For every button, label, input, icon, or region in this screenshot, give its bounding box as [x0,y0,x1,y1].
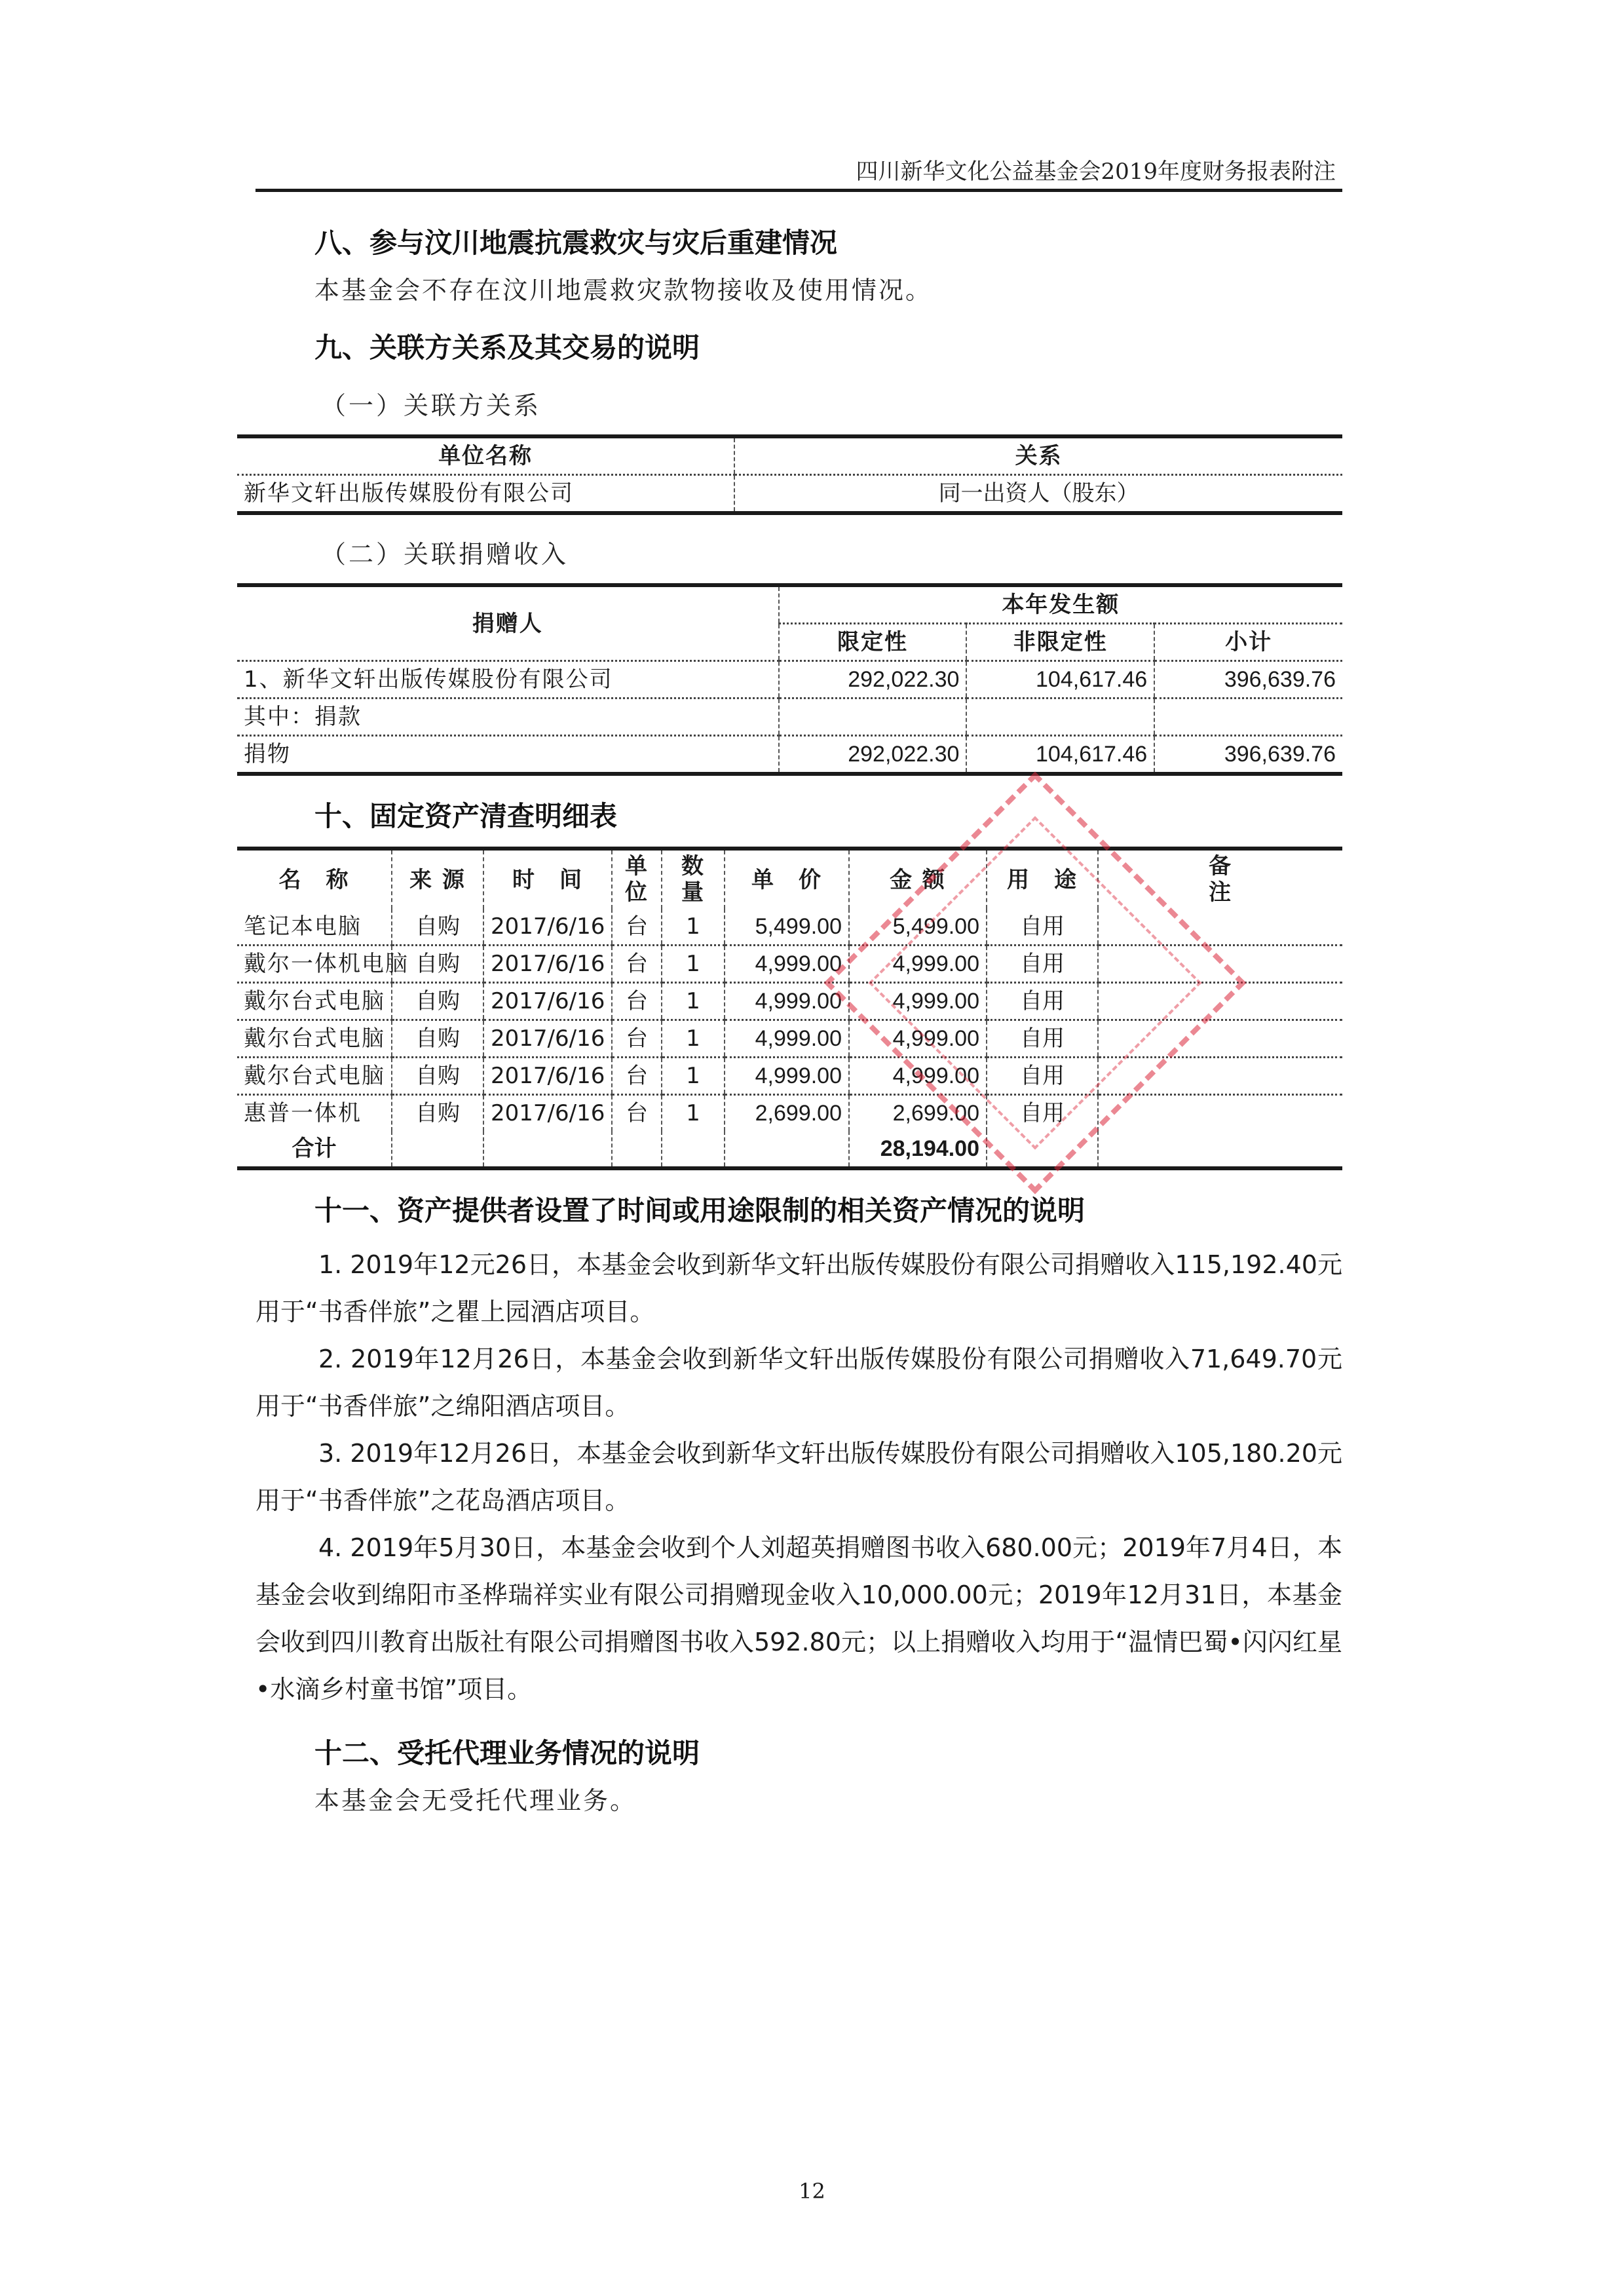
asset-name-cell: 戴尔台式电脑 [237,983,392,1020]
empty-cell [725,1131,849,1168]
asset-name-cell: 惠普一体机 [237,1095,392,1132]
unit-price-cell: 4,999.00 [725,1020,849,1058]
amount-cell: 4,999.00 [849,1058,987,1095]
remarks-cell [1098,1020,1342,1058]
quantity-cell: 1 [662,1020,725,1058]
table-row [237,983,1342,1020]
spacer [237,571,1342,583]
subtotal-cell: 396,639.76 [1154,661,1342,698]
unit-cell: 台 [612,1020,662,1058]
column-header-source: 来 源 [392,849,483,909]
usage-cell: 自用 [987,1058,1098,1095]
unit-price-cell: 4,999.00 [725,946,849,983]
column-header-usage: 用 途 [987,849,1098,909]
column-header-relationship: 关系 [734,436,1342,475]
quantity-cell: 1 [662,946,725,983]
column-header-unit-price: 单 价 [725,849,849,909]
table-row [237,698,1342,736]
date-cell: 2017/6/16 [483,1020,612,1058]
restriction-paragraph-2: 2. 2019年12月26日，本基金会收到新华文轩出版传媒股份有限公司捐赠收入71,649.70元用于“书香伴旅”之绵阳酒店项目。 [255,1345,1342,1421]
unit-price-cell: 4,999.00 [725,983,849,1020]
amount-cell: 4,999.00 [849,1020,987,1058]
total-row [237,1131,1342,1168]
spacer [237,835,1342,847]
section-11-heading: 十一、资产提供者设置了时间或用途限制的相关资产情况的说明 [314,1195,1086,1227]
total-label: 合计 [237,1131,392,1168]
date-cell: 2017/6/16 [483,983,612,1020]
restriction-paragraph-4: 4. 2019年5月30日，本基金会收到个人刘超英捐赠图书收入680.00元；2019年7月4日，本基金会收到绵阳市圣桦瑞祥实业有限公司捐赠现金收入10,000.00元；2019年12月31日，本基金会收到四川教育出版社有限公司捐赠图书收入592.80元；以上捐赠收入均用于“温情巴蜀•闪闪红星•水滴乡村童书馆”项目。 [255,1533,1342,1704]
remarks-cell [1098,909,1342,946]
column-header-restricted: 限定性 [779,624,967,661]
quantity-cell: 1 [662,909,725,946]
spacer [237,192,1342,225]
empty-cell [612,1131,662,1168]
relationship-cell: 同一出资人（股东） [734,475,1342,514]
column-header-amount: 金 额 [849,849,987,909]
usage-cell: 自用 [987,983,1098,1020]
spacer [237,776,1342,798]
usage-cell: 自用 [987,909,1098,946]
empty-cell [1098,1131,1342,1168]
asset-name-cell: 戴尔台式电脑 [237,1058,392,1095]
remarks-cell [1098,983,1342,1020]
usage-cell: 自用 [987,946,1098,983]
unit-price-cell: 2,699.00 [725,1095,849,1132]
empty-cell [483,1131,612,1168]
related-donation-table [237,583,1342,776]
table-row [237,475,1342,514]
date-cell: 2017/6/16 [483,1058,612,1095]
asset-name-cell: 戴尔一体机电脑 [237,946,392,983]
source-cell: 自购 [392,946,483,983]
restriction-paragraph-1: 1. 2019年12元26日，本基金会收到新华文轩出版传媒股份有限公司捐赠收入115,192.40元用于“书香伴旅”之瞿上园酒店项目。 [255,1250,1342,1326]
empty-cell [392,1131,483,1168]
unrestricted-cell: 104,617.46 [966,736,1154,775]
spacer [237,515,1342,537]
remarks-cell [1098,1058,1342,1095]
column-header-quantity: 数量 [681,853,705,906]
amount-cell: 4,999.00 [849,946,987,983]
table-header-row [237,585,1342,624]
amount-cell: 2,699.00 [849,1095,987,1132]
unit-cell: 台 [612,946,662,983]
unit-cell: 台 [612,909,662,946]
source-cell: 自购 [392,1020,483,1058]
document-header-title: 四川新华文化公益基金会2019年度财务报表附注 [856,159,1336,185]
section-8-body: 本基金会不存在汶川地震救灾款物接收及使用情况。 [314,276,933,305]
date-cell: 2017/6/16 [483,1095,612,1132]
fixed-assets-body [237,909,1342,1131]
source-cell: 自购 [392,983,483,1020]
table-row [237,946,1342,983]
source-cell: 自购 [392,909,483,946]
section-9-heading: 九、关联方关系及其交易的说明 [314,332,700,364]
column-header-subtotal: 小计 [1154,624,1342,661]
column-header-unit: 单位 [624,853,649,906]
usage-cell: 自用 [987,1020,1098,1058]
column-header-remarks-cell [1098,849,1342,909]
fixed-assets-table-wrap [237,847,1342,1170]
table-row [237,1058,1342,1095]
spacer [237,366,1342,389]
unit-cell: 台 [612,1095,662,1132]
column-header-unrestricted: 非限定性 [966,624,1154,661]
spacer [237,1772,1342,1784]
unrestricted-cell [966,698,1154,736]
restriction-paragraph-3: 3. 2019年12月26日，本基金会收到新华文轩出版传媒股份有限公司捐赠收入105,180.20元用于“书香伴旅”之花岛酒店项目。 [255,1439,1342,1515]
table-header-row [237,436,1342,475]
table-row [237,1095,1342,1132]
entity-name-cell: 新华文轩出版传媒股份有限公司 [237,475,734,514]
subtotal-cell: 396,639.76 [1154,736,1342,775]
restricted-cell [779,698,967,736]
donor-cell: 捐物 [237,736,779,775]
section-8-heading: 八、参与汶川地震抗震救灾与灾后重建情况 [314,227,838,259]
total-amount: 28,194.00 [849,1131,987,1168]
spacer [237,1713,1342,1735]
asset-name-cell: 笔记本电脑 [237,909,392,946]
column-header-unit-cell [612,849,662,909]
spacer [237,1229,1342,1241]
donor-cell: 其中：捐款 [237,698,779,736]
section-12-heading: 十二、受托代理业务情况的说明 [314,1737,700,1769]
related-party-table [237,434,1342,515]
unit-price-cell: 4,999.00 [725,1058,849,1095]
empty-cell [987,1131,1098,1168]
spacer [237,423,1342,434]
fixed-assets-table [237,847,1342,1170]
subtotal-cell [1154,698,1342,736]
table-row [237,1020,1342,1058]
section-12-body: 本基金会无受托代理业务。 [314,1786,637,1815]
related-party-subheading: （一）关联方关系 [321,391,542,420]
column-header-name: 名 称 [237,849,392,909]
date-cell: 2017/6/16 [483,909,612,946]
donor-cell: 1、新华文轩出版传媒股份有限公司 [237,661,779,698]
restricted-cell: 292,022.30 [779,661,967,698]
column-header-date: 时 间 [483,849,612,909]
unit-price-cell: 5,499.00 [725,909,849,946]
spacer [237,261,1342,273]
table-row [237,909,1342,946]
restricted-cell: 292,022.30 [779,736,967,775]
related-donation-subheading: （二）关联捐赠收入 [321,540,569,569]
date-cell: 2017/6/16 [483,946,612,983]
column-header-entity-name: 单位名称 [237,436,734,475]
asset-name-cell: 戴尔台式电脑 [237,1020,392,1058]
source-cell: 自购 [392,1095,483,1132]
remarks-cell [1098,946,1342,983]
amount-cell: 5,499.00 [849,909,987,946]
table-header-row [237,849,1342,909]
spacer [237,1170,1342,1193]
column-header-quantity-cell [662,849,725,909]
quantity-cell: 1 [662,983,725,1020]
column-header-remarks: 备注 [1208,853,1232,906]
unit-cell: 台 [612,983,662,1020]
unit-cell: 台 [612,1058,662,1095]
section-10-heading: 十、固定资产清查明细表 [314,800,618,832]
amount-cell: 4,999.00 [849,983,987,1020]
column-group-current-year: 本年发生额 [779,585,1342,624]
quantity-cell: 1 [662,1095,725,1132]
table-row [237,661,1342,698]
source-cell: 自购 [392,1058,483,1095]
unrestricted-cell: 104,617.46 [966,661,1154,698]
column-header-donor: 捐赠人 [237,585,779,661]
spacer [237,307,1342,330]
page-number: 12 [799,2179,825,2204]
empty-cell [662,1131,725,1168]
remarks-cell [1098,1095,1342,1132]
table-row [237,736,1342,775]
usage-cell: 自用 [987,1095,1098,1132]
quantity-cell: 1 [662,1058,725,1095]
